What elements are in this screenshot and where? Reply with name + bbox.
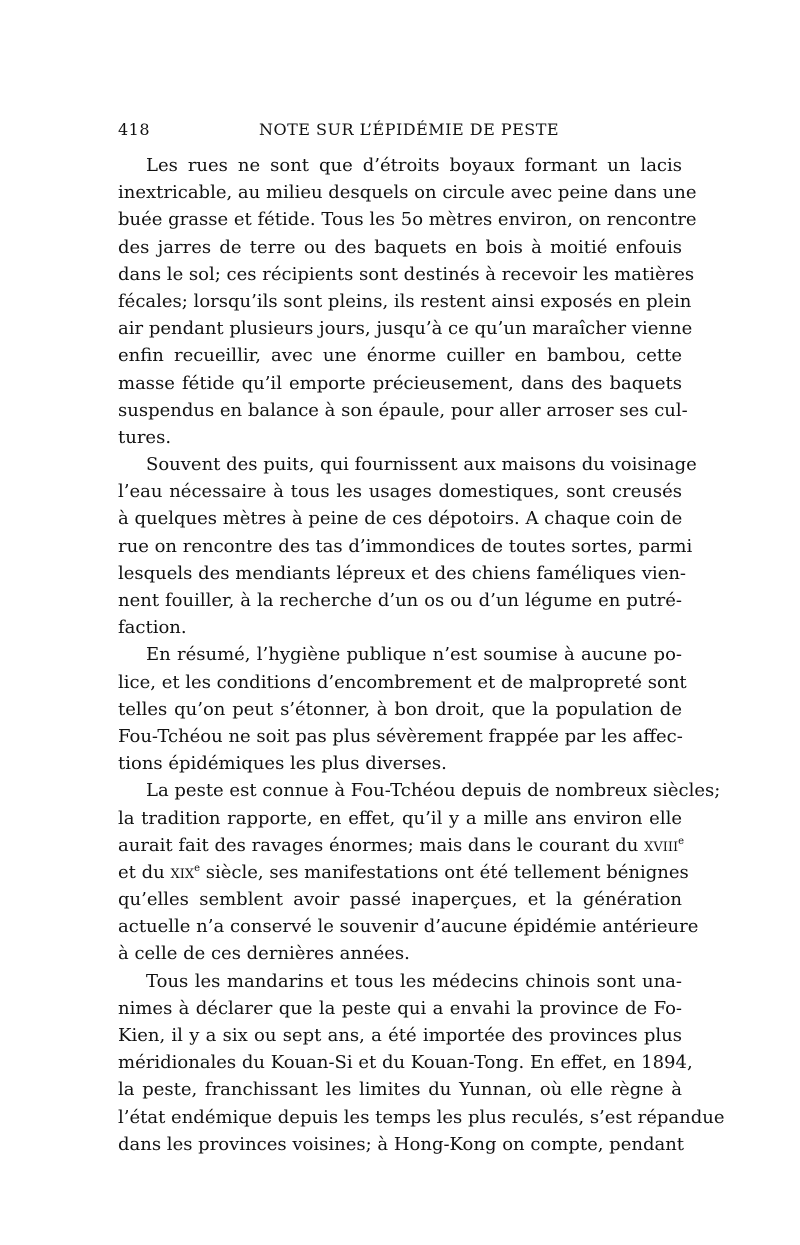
text-line: dans les provinces voisines; à Hong-Kong on compte, pendant — [118, 1133, 685, 1155]
page-number: 418 — [118, 120, 151, 139]
text-line: faction. — [118, 617, 187, 639]
text-line: Fou-Tchéou ne soit pas plus sévèrement frappée par les affec- — [118, 725, 683, 747]
text-line: la peste, franchissant les limites du Yunnan, où elle règne à — [118, 1079, 682, 1101]
text-line: inextricable, au milieu desquels on circule avec peine dans une — [118, 182, 697, 204]
text-line: méridionales du Kouan-Si et du Kouan-Tong. En effet, en 1894, — [118, 1052, 693, 1074]
text-line: tions épidémiques les plus diverses. — [118, 753, 447, 775]
text-line-with-century — [118, 832, 685, 859]
text-line: telles qu’on peut s’étonner, à bon droit, que la population de — [118, 698, 682, 720]
paragraph-wells — [118, 451, 697, 641]
text-line: air pendant plusieurs jours, jusqu’à ce qu’un maraîcher vienne — [118, 318, 693, 340]
text-line: Les rues ne sont que d’étroits boyaux formant un lacis — [146, 155, 682, 176]
text-line: qu’elles semblent avoir passé inaperçues, et la génération — [118, 889, 682, 911]
paragraph-streets — [118, 152, 697, 451]
text-line: Tous les mandarins et tous les médecins chinois sont una- — [146, 970, 682, 992]
text-line: fécales; lorsqu’ils sont pleins, ils restent ainsi exposés en plein — [118, 290, 692, 312]
text-line: la tradition rapporte, en effet, qu’il y a mille ans environ elle — [118, 807, 682, 829]
paragraph-history — [118, 777, 721, 967]
century-numeral: xix — [170, 861, 195, 883]
text-line: l’état endémique depuis les temps les plus reculés, s’est répandue — [118, 1106, 725, 1128]
century-numeral: xviii — [644, 834, 679, 856]
body-text — [118, 152, 725, 1158]
text-line: tures. — [118, 426, 172, 448]
text-line: enfin recueillir, avec une énorme cuiller en bambou, cette — [118, 345, 682, 367]
text-line: suspendus en balance à son épaule, pour aller arroser ses cul- — [118, 399, 688, 421]
century-superscript: e — [678, 835, 685, 847]
text-segment: et du — [118, 861, 171, 883]
text-line-with-century — [118, 859, 689, 886]
text-line: actuelle n’a conservé le souvenir d’aucune épidémie antérieure — [118, 916, 699, 938]
text-line: à celle de ces dernières années. — [118, 943, 410, 965]
paragraph-mandarins — [118, 968, 725, 1158]
text-line: l’eau nécessaire à tous les usages domestiques, sont creusés — [118, 481, 682, 503]
paragraph-summary — [118, 641, 687, 777]
text-line: lice, et les conditions d’encombrement et de malpropreté sont — [118, 671, 687, 693]
text-line: des jarres de terre ou des baquets en bois à moitié enfouis — [118, 236, 682, 258]
text-line: lesquels des mendiants lépreux et des chiens faméliques vien- — [118, 562, 687, 584]
text-line: dans le sol; ces récipients sont destinés à recevoir les matières — [118, 263, 695, 285]
text-line: à quelques mètres à peine de ces dépotoirs. A chaque coin de — [118, 508, 683, 530]
text-line: rue on rencontre des tas d’immondices de toutes sortes, parmi — [118, 535, 693, 557]
text-line: En résumé, l’hygiène publique n’est soumise à aucune po- — [146, 644, 682, 666]
text-line: Souvent des puits, qui fournissent aux maisons du voisinage — [146, 454, 697, 476]
text-line: nimes à déclarer que la peste qui a envahi la province de Fo- — [118, 997, 682, 1019]
running-title: NOTE SUR L’ÉPIDÉMIE DE PESTE — [259, 120, 560, 139]
century-superscript: e — [194, 862, 201, 874]
text-segment: aurait fait des ravages énormes; mais dans le courant du — [118, 834, 645, 856]
text-line: masse fétide qu’il emporte précieusement, dans des baquets — [118, 372, 682, 394]
text-line: Kien, il y a six ou sept ans, a été importée des provinces plus — [118, 1025, 682, 1046]
running-head — [118, 120, 682, 144]
text-segment: siècle, ses manifestations ont été tellement bénignes — [200, 861, 689, 883]
text-line: nent fouiller, à la recherche d’un os ou d’un légume en putré- — [118, 590, 682, 611]
text-line: buée grasse et fétide. Tous les 5o mètres environ, on rencontre — [118, 209, 697, 231]
text-line: La peste est connue à Fou-Tchéou depuis de nombreux siècles; — [146, 780, 721, 802]
